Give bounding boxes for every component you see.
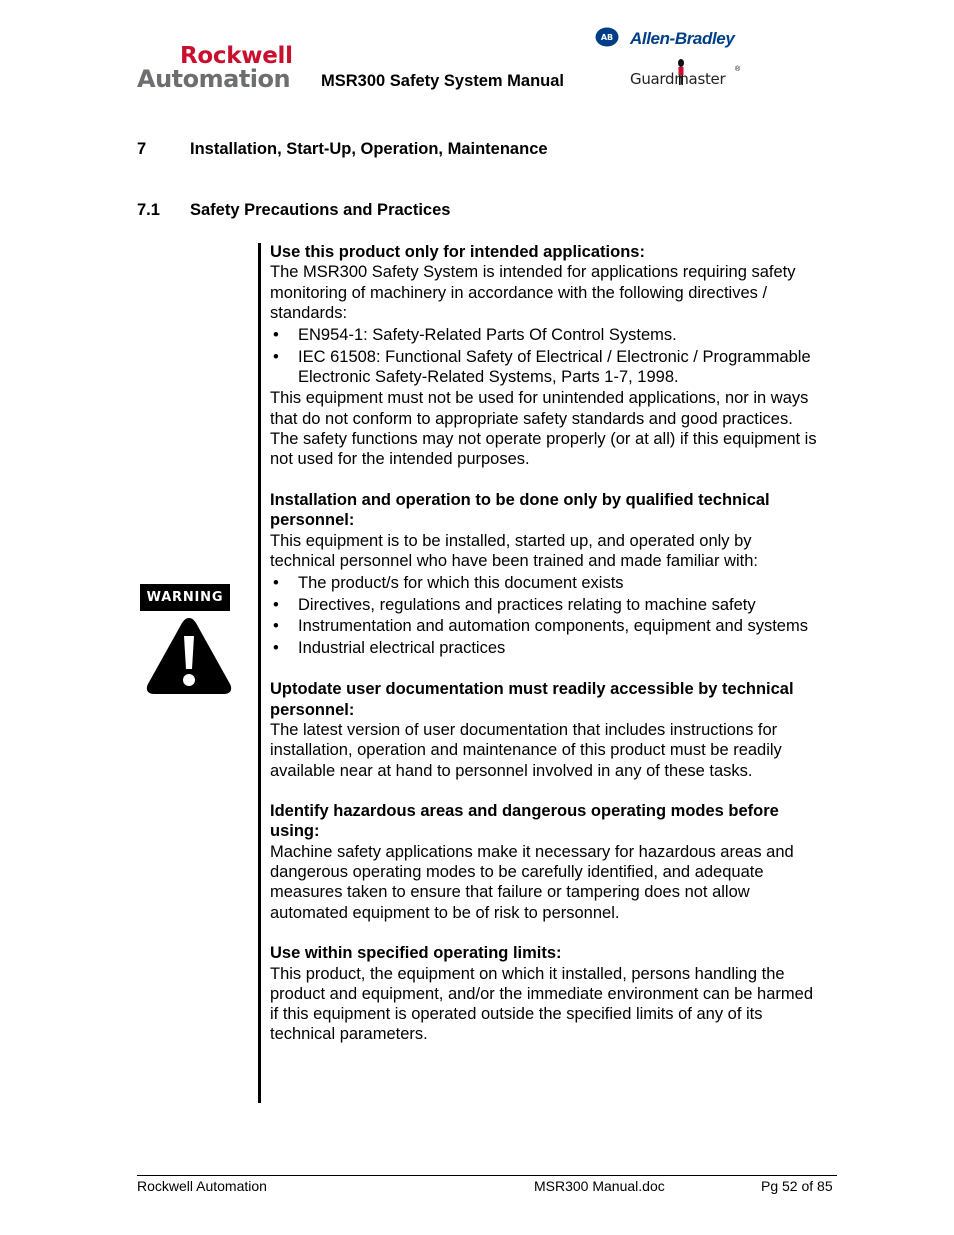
bullet-list [270, 325, 820, 387]
ab-badge-text: AB [600, 33, 614, 42]
block-heading: Use within specified operating limits: [270, 944, 562, 963]
warning-label: WARNING [140, 584, 230, 611]
block-text: Machine safety applications make it necessary for hazardous areas and dangerous operating modes to be carefully identified, and adequate measures taken to ensure that failure or tampering does not allow automated equipment to be of risk to personnel. [270, 842, 794, 922]
block-heading: Identify hazardous areas and dangerous operating modes before using: [270, 802, 779, 841]
list-item: • EN954-1: Safety-Related Parts Of Control Systems. [273, 326, 677, 345]
block-text: This equipment is to be installed, started up, and operated only by technical personnel who have been trained and made familiar with: [270, 531, 758, 570]
block-heading: Installation and operation to be done only by qualified technical personnel: [270, 490, 770, 530]
bullet-icon: • [273, 574, 279, 593]
footer-document: MSR300 Manual.doc [534, 1178, 665, 1194]
block-heading: Use this product only for intended applications: [270, 243, 645, 261]
block-text: This product, the equipment on which it installed, persons handling the product and equipment, and/or the immediate environment can be harmed if this equipment is operated outside the specified limits of any of its technical parameters. [270, 964, 813, 1044]
warning-content [270, 242, 820, 1045]
list-item: • IEC 61508: Functional Safety of Electrical / Electronic / Programmable Electronic Safety-Related Systems, Parts 1-7, 1998. [273, 347, 811, 386]
allen-bradley-logo: Allen-Bradley [630, 29, 735, 48]
list-item: • The product/s for which this document exists [273, 574, 624, 593]
guardmaster-logo: Guardmaster [630, 70, 726, 88]
manual-title: MSR300 Safety System Manual [321, 72, 565, 90]
logo-automation-text: Automation [137, 65, 291, 93]
warning-vertical-rule [258, 243, 261, 1103]
block-text: The MSR300 Safety System is intended for applications requiring safety monitoring of machinery in accordance with the following directives / standards: [270, 263, 796, 322]
bullet-icon: • [273, 347, 279, 366]
warning-triangle-icon [145, 614, 233, 696]
bullet-list [270, 573, 820, 658]
list-item: • Directives, regulations and practices relating to machine safety [273, 595, 756, 614]
list-item: • Industrial electrical practices [273, 638, 506, 657]
bullet-icon: • [273, 326, 279, 345]
block-text: The latest version of user documentation that includes instructions for installation, operation and maintenance of this product must be readily available near at hand to personnel involved in any of these tasks. [270, 720, 782, 780]
allen-bradley-badge-icon [595, 27, 619, 47]
section-title: Installation, Start-Up, Operation, Maintenance [190, 140, 548, 158]
registered-mark: ® [735, 66, 741, 73]
subsection-title: Safety Precautions and Practices [190, 201, 451, 219]
section-number: 7 [137, 140, 147, 158]
footer-rule [137, 1175, 837, 1176]
subsection-number: 7.1 [137, 201, 160, 219]
list-item: • Instrumentation and automation components, equipment and systems [273, 617, 808, 636]
footer-page-number: Pg 52 of 85 [761, 1178, 833, 1194]
bullet-icon: • [273, 617, 279, 636]
footer-company: Rockwell Automation [137, 1178, 267, 1194]
logo-rockwell-text: Rockwell [180, 43, 293, 69]
block-text: This equipment must not be used for unintended applications, nor in ways that do not conform to appropriate safety standards and good practices. The safety functions may not operate properly (or at all) if this equipment is not used for the intended purposes. [270, 389, 817, 469]
block-heading: Uptodate user documentation must readily accessible by technical personnel: [270, 680, 794, 719]
bullet-icon: • [273, 595, 279, 614]
rockwell-automation-logo [137, 43, 313, 93]
bullet-icon: • [273, 638, 279, 657]
